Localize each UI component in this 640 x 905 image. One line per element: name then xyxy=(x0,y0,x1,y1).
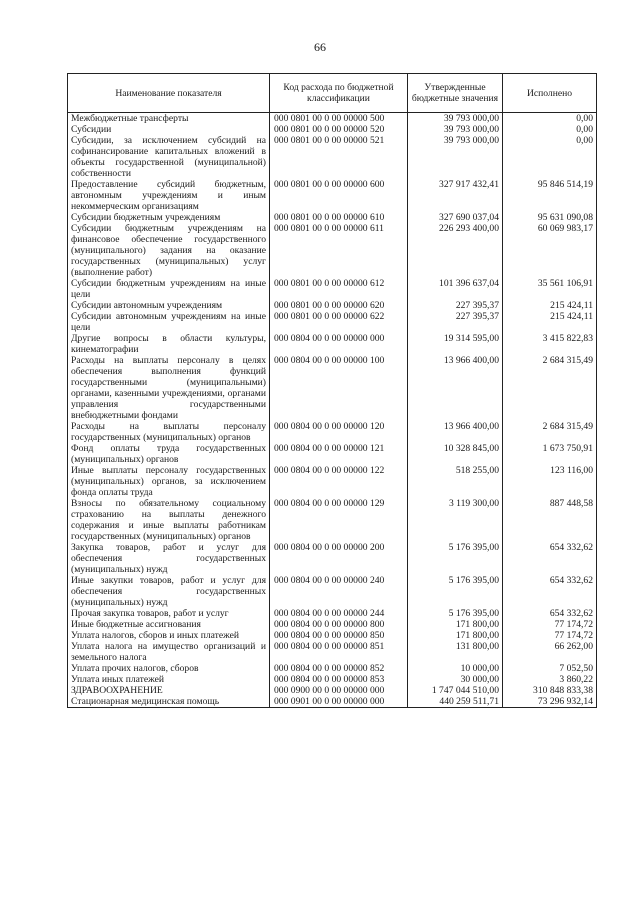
row-approved: 5 176 395,00 xyxy=(408,608,503,619)
row-executed: 66 262,00 xyxy=(503,641,597,663)
row-executed: 215 424,11 xyxy=(503,311,597,333)
table-row xyxy=(68,575,597,608)
row-executed: 654 332,62 xyxy=(503,575,597,608)
table-row xyxy=(68,223,597,278)
header-executed: Исполнено xyxy=(503,74,597,113)
table-row xyxy=(68,608,597,619)
table-row xyxy=(68,630,597,641)
table-row xyxy=(68,641,597,663)
row-name: Иные закупки товаров, работ и услуг для обеспечения государственных (муниципальных) нужд xyxy=(68,575,270,608)
row-name: Субсидии бюджетным учреждениям на иные цели xyxy=(68,278,270,300)
row-approved: 440 259 511,71 xyxy=(408,696,503,708)
row-executed: 0,00 xyxy=(503,124,597,135)
table-row xyxy=(68,300,597,311)
header-row xyxy=(68,74,597,113)
row-executed: 310 848 833,38 xyxy=(503,685,597,696)
table-row xyxy=(68,498,597,542)
row-name: Другие вопросы в области культуры, кинематографии xyxy=(68,333,270,355)
row-executed: 3 415 822,83 xyxy=(503,333,597,355)
table-row xyxy=(68,685,597,696)
row-code: 000 0804 00 0 00 00000 121 xyxy=(270,443,408,465)
row-code: 000 0801 00 0 00 00000 520 xyxy=(270,124,408,135)
row-approved: 327 917 432,41 xyxy=(408,179,503,212)
row-name: Прочая закупка товаров, работ и услуг xyxy=(68,608,270,619)
row-executed: 60 069 983,17 xyxy=(503,223,597,278)
row-approved: 327 690 037,04 xyxy=(408,212,503,223)
row-code: 000 0801 00 0 00 00000 600 xyxy=(270,179,408,212)
row-code: 000 0804 00 0 00 00000 853 xyxy=(270,674,408,685)
row-executed: 887 448,58 xyxy=(503,498,597,542)
row-code: 000 0804 00 0 00 00000 240 xyxy=(270,575,408,608)
row-approved: 518 255,00 xyxy=(408,465,503,498)
budget-execution-table xyxy=(67,73,597,708)
row-code: 000 0801 00 0 00 00000 612 xyxy=(270,278,408,300)
row-name: Субсидии xyxy=(68,124,270,135)
row-approved: 227 395,37 xyxy=(408,311,503,333)
row-approved: 30 000,00 xyxy=(408,674,503,685)
header-approved: Утвержденные бюджетные значения xyxy=(408,74,503,113)
row-executed: 73 296 932,14 xyxy=(503,696,597,708)
row-executed: 123 116,00 xyxy=(503,465,597,498)
header-name: Наименование показателя xyxy=(68,74,270,113)
row-executed: 77 174,72 xyxy=(503,630,597,641)
row-executed: 95 631 090,08 xyxy=(503,212,597,223)
table-row xyxy=(68,465,597,498)
table-row xyxy=(68,674,597,685)
row-name: Взносы по обязательному социальному страхованию на выплаты денежного содержания и иные выплаты работникам государственных (муниципальных) органов xyxy=(68,498,270,542)
row-name: Уплата иных платежей xyxy=(68,674,270,685)
row-executed: 215 424,11 xyxy=(503,300,597,311)
row-code: 000 0804 00 0 00 00000 244 xyxy=(270,608,408,619)
row-code: 000 0801 00 0 00 00000 611 xyxy=(270,223,408,278)
row-executed: 2 684 315,49 xyxy=(503,421,597,443)
row-approved: 39 793 000,00 xyxy=(408,113,503,125)
row-code: 000 0804 00 0 00 00000 120 xyxy=(270,421,408,443)
table-row xyxy=(68,421,597,443)
row-name: Межбюджетные трансферты xyxy=(68,113,270,125)
row-approved: 39 793 000,00 xyxy=(408,124,503,135)
row-code: 000 0900 00 0 00 00000 000 xyxy=(270,685,408,696)
row-executed: 7 052,50 xyxy=(503,663,597,674)
row-code: 000 0804 00 0 00 00000 852 xyxy=(270,663,408,674)
row-executed: 654 332,62 xyxy=(503,608,597,619)
row-code: 000 0801 00 0 00 00000 620 xyxy=(270,300,408,311)
table-body xyxy=(68,113,597,708)
row-executed: 2 684 315,49 xyxy=(503,355,597,421)
table-row xyxy=(68,696,597,708)
table-row xyxy=(68,355,597,421)
table-row xyxy=(68,443,597,465)
row-executed: 0,00 xyxy=(503,113,597,125)
table-row xyxy=(68,212,597,223)
row-name: Предоставление субсидий бюджетным, автономным учреждениям и иным некоммерческим организациям xyxy=(68,179,270,212)
page-number: 66 xyxy=(314,40,326,54)
table-row xyxy=(68,135,597,179)
row-name: Расходы на выплаты персоналу в целях обеспечения выполнения функций государственными (муниципальными) органами, казенными учреждениями, органами управления государственными внебюджетными фондами xyxy=(68,355,270,421)
row-approved: 101 396 637,04 xyxy=(408,278,503,300)
row-code: 000 0804 00 0 00 00000 129 xyxy=(270,498,408,542)
row-approved: 10 328 845,00 xyxy=(408,443,503,465)
row-approved: 1 747 044 510,00 xyxy=(408,685,503,696)
row-approved: 5 176 395,00 xyxy=(408,575,503,608)
row-executed: 35 561 106,91 xyxy=(503,278,597,300)
row-code: 000 0804 00 0 00 00000 200 xyxy=(270,542,408,575)
row-code: 000 0804 00 0 00 00000 122 xyxy=(270,465,408,498)
row-name: Субсидии бюджетным учреждениям xyxy=(68,212,270,223)
row-approved: 5 176 395,00 xyxy=(408,542,503,575)
row-code: 000 0804 00 0 00 00000 850 xyxy=(270,630,408,641)
row-code: 000 0801 00 0 00 00000 521 xyxy=(270,135,408,179)
row-name: Иные выплаты персоналу государственных (муниципальных) органов, за исключением фонда оплаты труда xyxy=(68,465,270,498)
table-header xyxy=(68,74,597,113)
row-name: Расходы на выплаты персоналу государственных (муниципальных) органов xyxy=(68,421,270,443)
row-approved: 39 793 000,00 xyxy=(408,135,503,179)
row-name: Субсидии автономным учреждениям на иные цели xyxy=(68,311,270,333)
row-name: Уплата налога на имущество организаций и земельного налога xyxy=(68,641,270,663)
table-row xyxy=(68,278,597,300)
row-name: Уплата прочих налогов, сборов xyxy=(68,663,270,674)
row-executed: 0,00 xyxy=(503,135,597,179)
row-executed: 3 860,22 xyxy=(503,674,597,685)
row-executed: 1 673 750,91 xyxy=(503,443,597,465)
row-approved: 3 119 300,00 xyxy=(408,498,503,542)
row-executed: 95 846 514,19 xyxy=(503,179,597,212)
row-code: 000 0804 00 0 00 00000 851 xyxy=(270,641,408,663)
row-code: 000 0804 00 0 00 00000 000 xyxy=(270,333,408,355)
row-name: Фонд оплаты труда государственных (муниципальных) органов xyxy=(68,443,270,465)
row-executed: 654 332,62 xyxy=(503,542,597,575)
row-approved: 13 966 400,00 xyxy=(408,421,503,443)
table-row xyxy=(68,542,597,575)
row-code: 000 0801 00 0 00 00000 610 xyxy=(270,212,408,223)
table-row xyxy=(68,663,597,674)
table-row xyxy=(68,619,597,630)
row-approved: 171 800,00 xyxy=(408,619,503,630)
header-code: Код расхода по бюджетной классификации xyxy=(270,74,408,113)
table-row xyxy=(68,333,597,355)
row-executed: 77 174,72 xyxy=(503,619,597,630)
row-name: Субсидии автономным учреждениям xyxy=(68,300,270,311)
row-code: 000 0901 00 0 00 00000 000 xyxy=(270,696,408,708)
row-approved: 10 000,00 xyxy=(408,663,503,674)
row-code: 000 0804 00 0 00 00000 100 xyxy=(270,355,408,421)
row-name: Уплата налогов, сборов и иных платежей xyxy=(68,630,270,641)
budget-table-container xyxy=(67,73,596,708)
row-code: 000 0801 00 0 00 00000 500 xyxy=(270,113,408,125)
table-row xyxy=(68,124,597,135)
row-approved: 171 800,00 xyxy=(408,630,503,641)
row-approved: 19 314 595,00 xyxy=(408,333,503,355)
row-code: 000 0801 00 0 00 00000 622 xyxy=(270,311,408,333)
row-approved: 131 800,00 xyxy=(408,641,503,663)
row-code: 000 0804 00 0 00 00000 800 xyxy=(270,619,408,630)
row-name: Закупка товаров, работ и услуг для обеспечения государственных (муниципальных) нужд xyxy=(68,542,270,575)
table-row xyxy=(68,113,597,125)
table-row xyxy=(68,179,597,212)
row-approved: 227 395,37 xyxy=(408,300,503,311)
row-name: ЗДРАВООХРАНЕНИЕ xyxy=(68,685,270,696)
row-name: Иные бюджетные ассигнования xyxy=(68,619,270,630)
row-name: Субсидии бюджетным учреждениям на финансовое обеспечение государственного (муниципального) задания на оказание государственных (муниципальных) услуг (выполнение работ) xyxy=(68,223,270,278)
row-approved: 226 293 400,00 xyxy=(408,223,503,278)
table-row xyxy=(68,311,597,333)
row-name: Стационарная медицинская помощь xyxy=(68,696,270,708)
row-name: Субсидии, за исключением субсидий на софинансирование капитальных вложений в объекты государственной (муниципальной) собственности xyxy=(68,135,270,179)
row-approved: 13 966 400,00 xyxy=(408,355,503,421)
